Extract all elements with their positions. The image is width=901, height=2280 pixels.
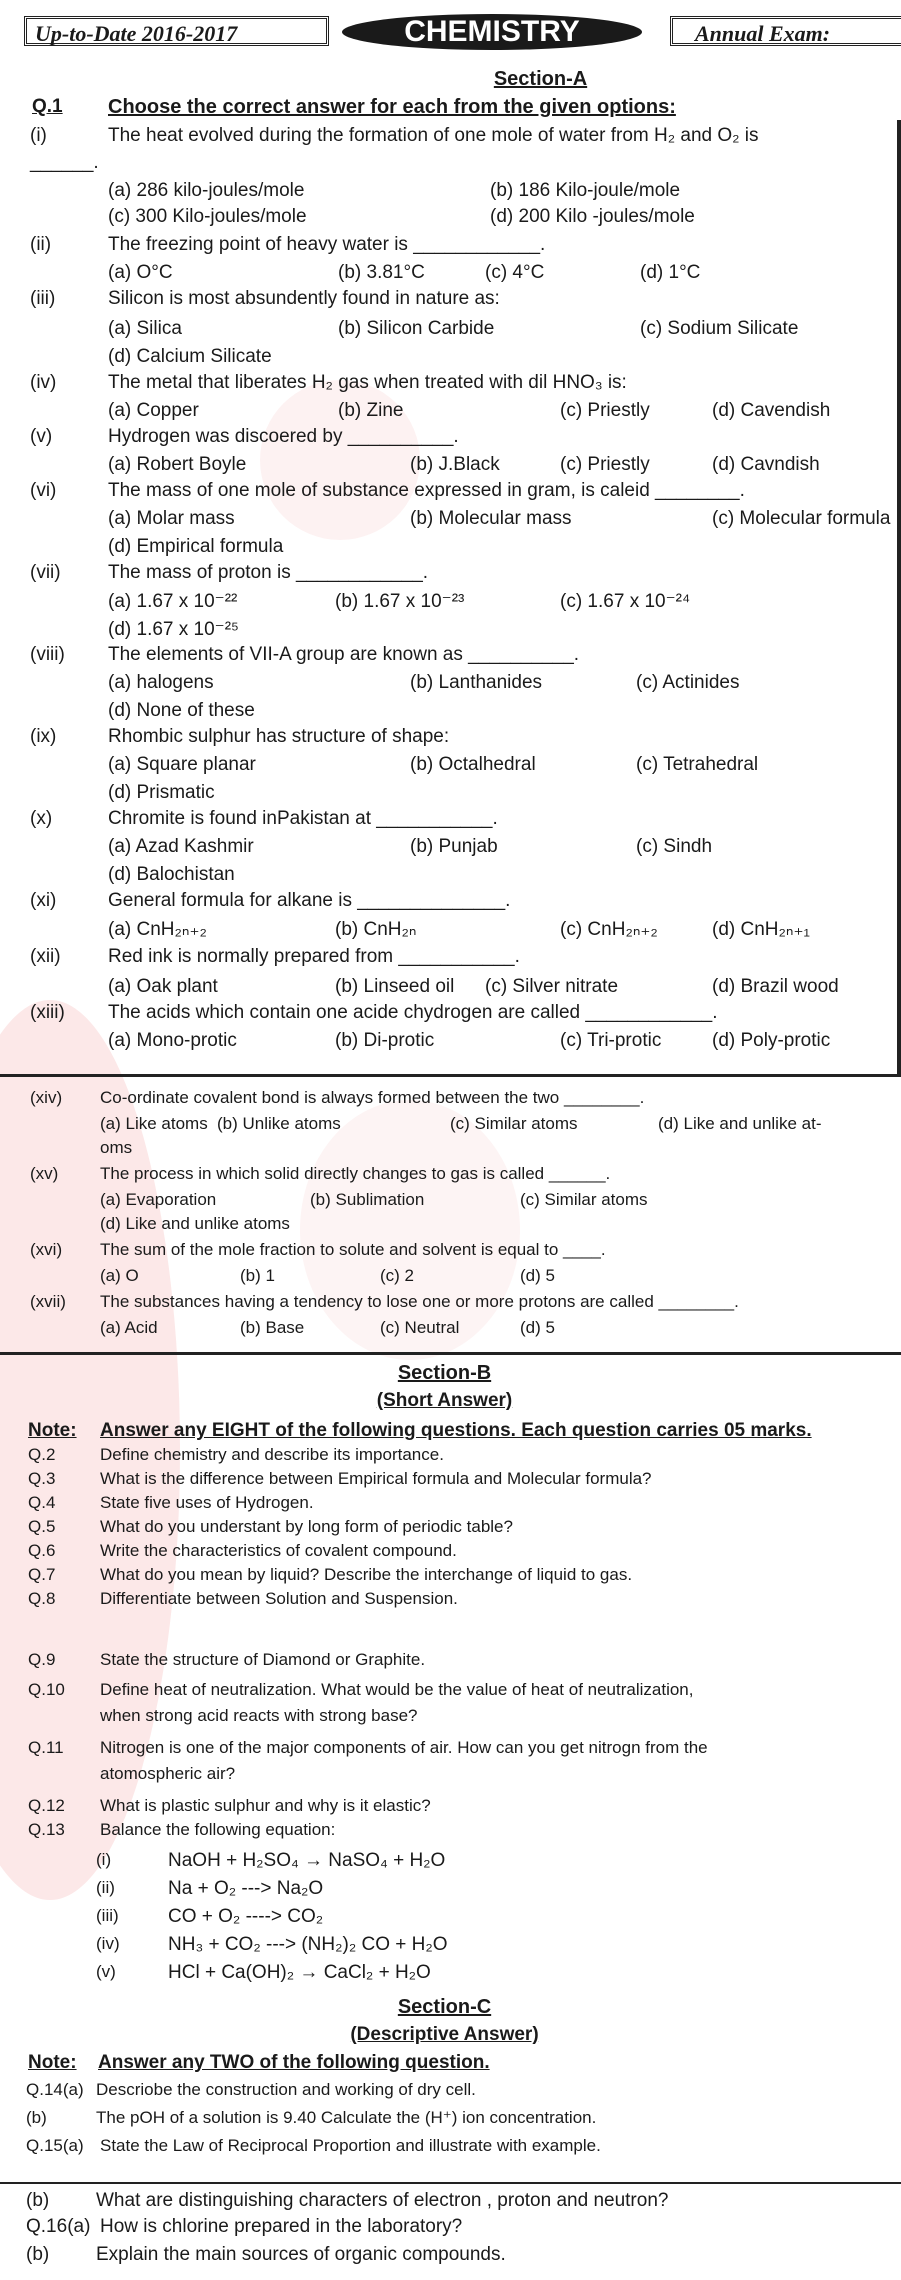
option: (c) Sindh [636,836,713,857]
option: (c) 1.67 x 10⁻²⁴ [560,591,691,612]
item-number: (ix) [30,726,57,747]
question-text: State the structure of Diamond or Graphite. [100,1650,426,1669]
item-number: (xvi) [30,1240,63,1259]
question-number: Q.6 [28,1541,56,1560]
question-text-cont: when strong acid reacts with strong base? [100,1706,418,1725]
question-text: Balance the following equation: [100,1820,336,1839]
option: (c) Actinides [636,672,740,693]
question-text: Define chemistry and describe its importance. [100,1445,444,1464]
equation: NH₃ + CO₂ ---> (NH₂)₂ CO + H₂O [168,1934,448,1955]
option: (b) Unlike atoms [217,1114,341,1133]
option: (b) Silicon Carbide [338,318,495,339]
item-question: The freezing point of heavy water is ____________. [108,234,546,255]
note-text: Answer any TWO of the following question. [98,2052,490,2073]
question-text: Descriobe the construction and working of dry cell. [96,2080,476,2099]
option: (d) Brazil wood [712,976,839,997]
option: (b) Base [240,1318,305,1337]
equation: HCl + Ca(OH)₂ → CaCl₂ + H₂O [168,1962,431,1983]
option: (c) Tri-protic [560,1030,662,1051]
item-number: (x) [30,808,53,829]
question-text: What do you understant by long form of periodic table? [100,1517,513,1536]
equation-number: (v) [96,1962,116,1981]
option: (a) Silica [108,318,182,339]
item-question: Red ink is normally prepared from ___________. [108,946,520,967]
option: (a) 1.67 x 10⁻²² [108,591,238,612]
item-number: (xiv) [30,1088,63,1107]
note-text: Answer any EIGHT of the following questions. Each question carries 05 marks. [100,1420,812,1441]
option: (d) Balochistan [108,864,235,885]
question-text: State the Law of Reciprocal Proportion and illustrate with example. [100,2136,601,2155]
equation: Na + O₂ ---> Na₂O [168,1878,324,1899]
question-number: Q.14(a) [26,2080,84,2099]
option: (b) Zine [338,400,404,421]
item-number: (vi) [30,480,57,501]
option: (a) 286 kilo-joules/mole [108,180,305,201]
equation: CO + O₂ ----> CO₂ [168,1906,324,1927]
option: (b) Di-protic [335,1030,435,1051]
option: (c) Similar atoms [450,1114,578,1133]
question-text: Differentiate between Solution and Suspension. [100,1589,458,1608]
question-number: (b) [26,2244,50,2265]
option: (b) Punjab [410,836,498,857]
option: (a) Square planar [108,754,256,775]
option: (b) Octalhedral [410,754,536,775]
option: (a) CnH₂ₙ₊₂ [108,919,207,940]
equation-number: (iii) [96,1906,119,1925]
option: (b) Lanthanides [410,672,543,693]
question-number: Q.7 [28,1565,56,1584]
item-number: (viii) [30,644,65,665]
option: (d) 5 [520,1266,555,1285]
section-c-subtitle: (Descriptive Answer) [350,2024,539,2045]
question-number: Q.10 [28,1680,65,1699]
option: (d) Cavndish [712,454,820,475]
question-text: Write the characteristics of covalent compound. [100,1541,457,1560]
question-text: Define heat of neutralization. What would be the value of heat of neutralization, [100,1680,694,1699]
section-b-subtitle: (Short Answer) [376,1390,513,1411]
option: (c) Silver nitrate [485,976,619,997]
option: (b) Sublimation [310,1190,425,1209]
equation-number: (i) [96,1850,112,1869]
option: (a) Mono-protic [108,1030,237,1051]
question-number: Q.12 [28,1796,65,1815]
item-question: The heat evolved during the formation of one mole of water from H₂ and O₂ is [108,125,759,146]
option: (a) Azad Kashmir [108,836,254,857]
option: (a) Acid [100,1318,158,1337]
header-exam: Annual Exam: [670,16,901,46]
page-edge [897,120,901,1075]
option: (d) Like and unlike at- [658,1114,822,1133]
question-text: How is chlorine prepared in the laboratory? [100,2216,463,2237]
option: (c) 4°C [485,262,545,283]
option: (d) 5 [520,1318,555,1337]
item-number: (v) [30,426,53,447]
item-question: Rhombic sulphur has structure of shape: [108,726,450,747]
exam-header [24,14,901,54]
question-number: Q.4 [28,1493,56,1512]
option: (c) Similar atoms [520,1190,648,1209]
question-number: Q.16(a) [26,2216,91,2237]
option: (c) CnH₂ₙ₊₂ [560,919,658,940]
question-text: Explain the main sources of organic compounds. [96,2244,506,2265]
item-number: (i) [30,125,47,146]
question-number: Q.15(a) [26,2136,84,2155]
option: (b) 1 [240,1266,275,1285]
option: (c) Sodium Silicate [640,318,799,339]
option: (c) Tetrahedral [636,754,759,775]
item-number: (xv) [30,1164,59,1183]
item-question-cont: ______. [30,152,99,173]
option: (d) Calcium Silicate [108,346,272,367]
option: (d) Cavendish [712,400,831,421]
option: (b) 1.67 x 10⁻²³ [335,591,465,612]
item-question: The acids which contain one acide chydrogen are called ____________. [108,1002,718,1023]
equation-number: (ii) [96,1878,115,1897]
item-question: The sum of the mole fraction to solute and solvent is equal to ____. [100,1240,606,1259]
option: (a) Oak plant [108,976,218,997]
item-question: General formula for alkane is ______________. [108,890,511,911]
question-text: What do you mean by liquid? Describe the interchange of liquid to gas. [100,1565,633,1584]
option: (d) None of these [108,700,255,721]
item-number: (iii) [30,288,56,309]
item-number: (xi) [30,890,57,911]
question-number: Q.13 [28,1820,65,1839]
note-label: Note: [28,2052,77,2073]
option: (b) CnH₂ₙ [335,919,417,940]
note-label: Note: [28,1420,77,1441]
option: (b) Linseed oil [335,976,455,997]
item-question: Hydrogen was discoered by __________. [108,426,459,447]
item-number: (xiii) [30,1002,65,1023]
option: (d) 1°C [640,262,701,283]
section-c-title: Section-C [397,1996,492,2018]
option: (c) Priestly [560,400,650,421]
option: (d) 1.67 x 10⁻²⁵ [108,619,239,640]
option: (b) 186 Kilo-joule/mole [490,180,681,201]
option: (c) 2 [380,1266,414,1285]
question-text: Choose the correct answer for each from the given options: [108,96,676,118]
item-number: (iv) [30,372,57,393]
option: (d) Poly-protic [712,1030,831,1051]
question-number: (b) [26,2108,47,2127]
item-question: Co-ordinate covalent bond is always formed between the two ________. [100,1088,645,1107]
item-question: The mass of proton is ____________. [108,562,429,583]
question-number: (b) [26,2190,50,2211]
item-number: (ii) [30,234,52,255]
question-number: Q.8 [28,1589,56,1608]
question-number: Q.1 [32,96,63,117]
divider [0,2182,901,2184]
option: (c) Neutral [380,1318,460,1337]
question-text: Nitrogen is one of the major components of air. How can you get nitrogn from the [100,1738,708,1757]
option: (d) Prismatic [108,782,215,803]
item-question: The elements of VII-A group are known as __________. [108,644,580,665]
option: (c) Molecular formula [712,508,891,529]
option: (a) Molar mass [108,508,235,529]
question-number: Q.2 [28,1445,56,1464]
option: (a) Like atoms [100,1114,208,1133]
divider [0,1074,901,1077]
item-question: Silicon is most absundently found in nature as: [108,288,500,309]
item-question: The process in which solid directly changes to gas is called ______. [100,1164,611,1183]
question-number: Q.3 [28,1469,56,1488]
equation: NaOH + H₂SO₄ → NaSO₄ + H₂O [168,1850,446,1871]
divider [0,1352,901,1355]
header-year: Up-to-Date 2016-2017 [24,16,329,46]
option: (d) 200 Kilo -joules/mole [490,206,695,227]
option: (d) CnH₂ₙ₊₁ [712,919,810,940]
option: (a) Robert Boyle [108,454,247,475]
option: (c) Priestly [560,454,650,475]
question-text-cont: atomospheric air? [100,1764,236,1783]
item-question: The mass of one mole of substance expressed in gram, is caleid ________. [108,480,745,501]
option: (c) 300 Kilo-joules/mole [108,206,307,227]
item-number: (xvii) [30,1292,66,1311]
option: (d) Like and unlike atoms [100,1214,290,1233]
option: (a) halogens [108,672,214,693]
item-question: Chromite is found inPakistan at ___________. [108,808,498,829]
option: (a) Evaporation [100,1190,217,1209]
item-number: (vii) [30,562,61,583]
option: (a) O [100,1266,139,1285]
equation-number: (iv) [96,1934,120,1953]
option: (a) Copper [108,400,199,421]
question-text: What are distinguishing characters of electron , proton and neutron? [96,2190,669,2211]
question-number: Q.11 [28,1738,64,1757]
option: (a) O°C [108,262,173,283]
option: (b) J.Black [410,454,500,475]
header-subject: CHEMISTRY [342,14,642,50]
section-b-title: Section-B [397,1362,492,1384]
question-text: What is plastic sulphur and why is it elastic? [100,1796,431,1815]
section-a-title: Section-A [493,68,588,90]
question-text: The pOH of a solution is 9.40 Calculate the (H⁺) ion concentration. [96,2108,597,2127]
item-question: The metal that liberates H₂ gas when treated with dil HNO₃ is: [108,372,627,393]
item-number: (xii) [30,946,61,967]
option: oms [100,1138,133,1157]
option: (b) 3.81°C [338,262,425,283]
question-number: Q.9 [28,1650,56,1669]
question-text: State five uses of Hydrogen. [100,1493,314,1512]
question-number: Q.5 [28,1517,56,1536]
option: (b) Molecular mass [410,508,572,529]
question-text: What is the difference between Empirical formula and Molecular formula? [100,1469,652,1488]
option: (d) Empirical formula [108,536,284,557]
item-question: The substances having a tendency to lose one or more protons are called ________. [100,1292,739,1311]
